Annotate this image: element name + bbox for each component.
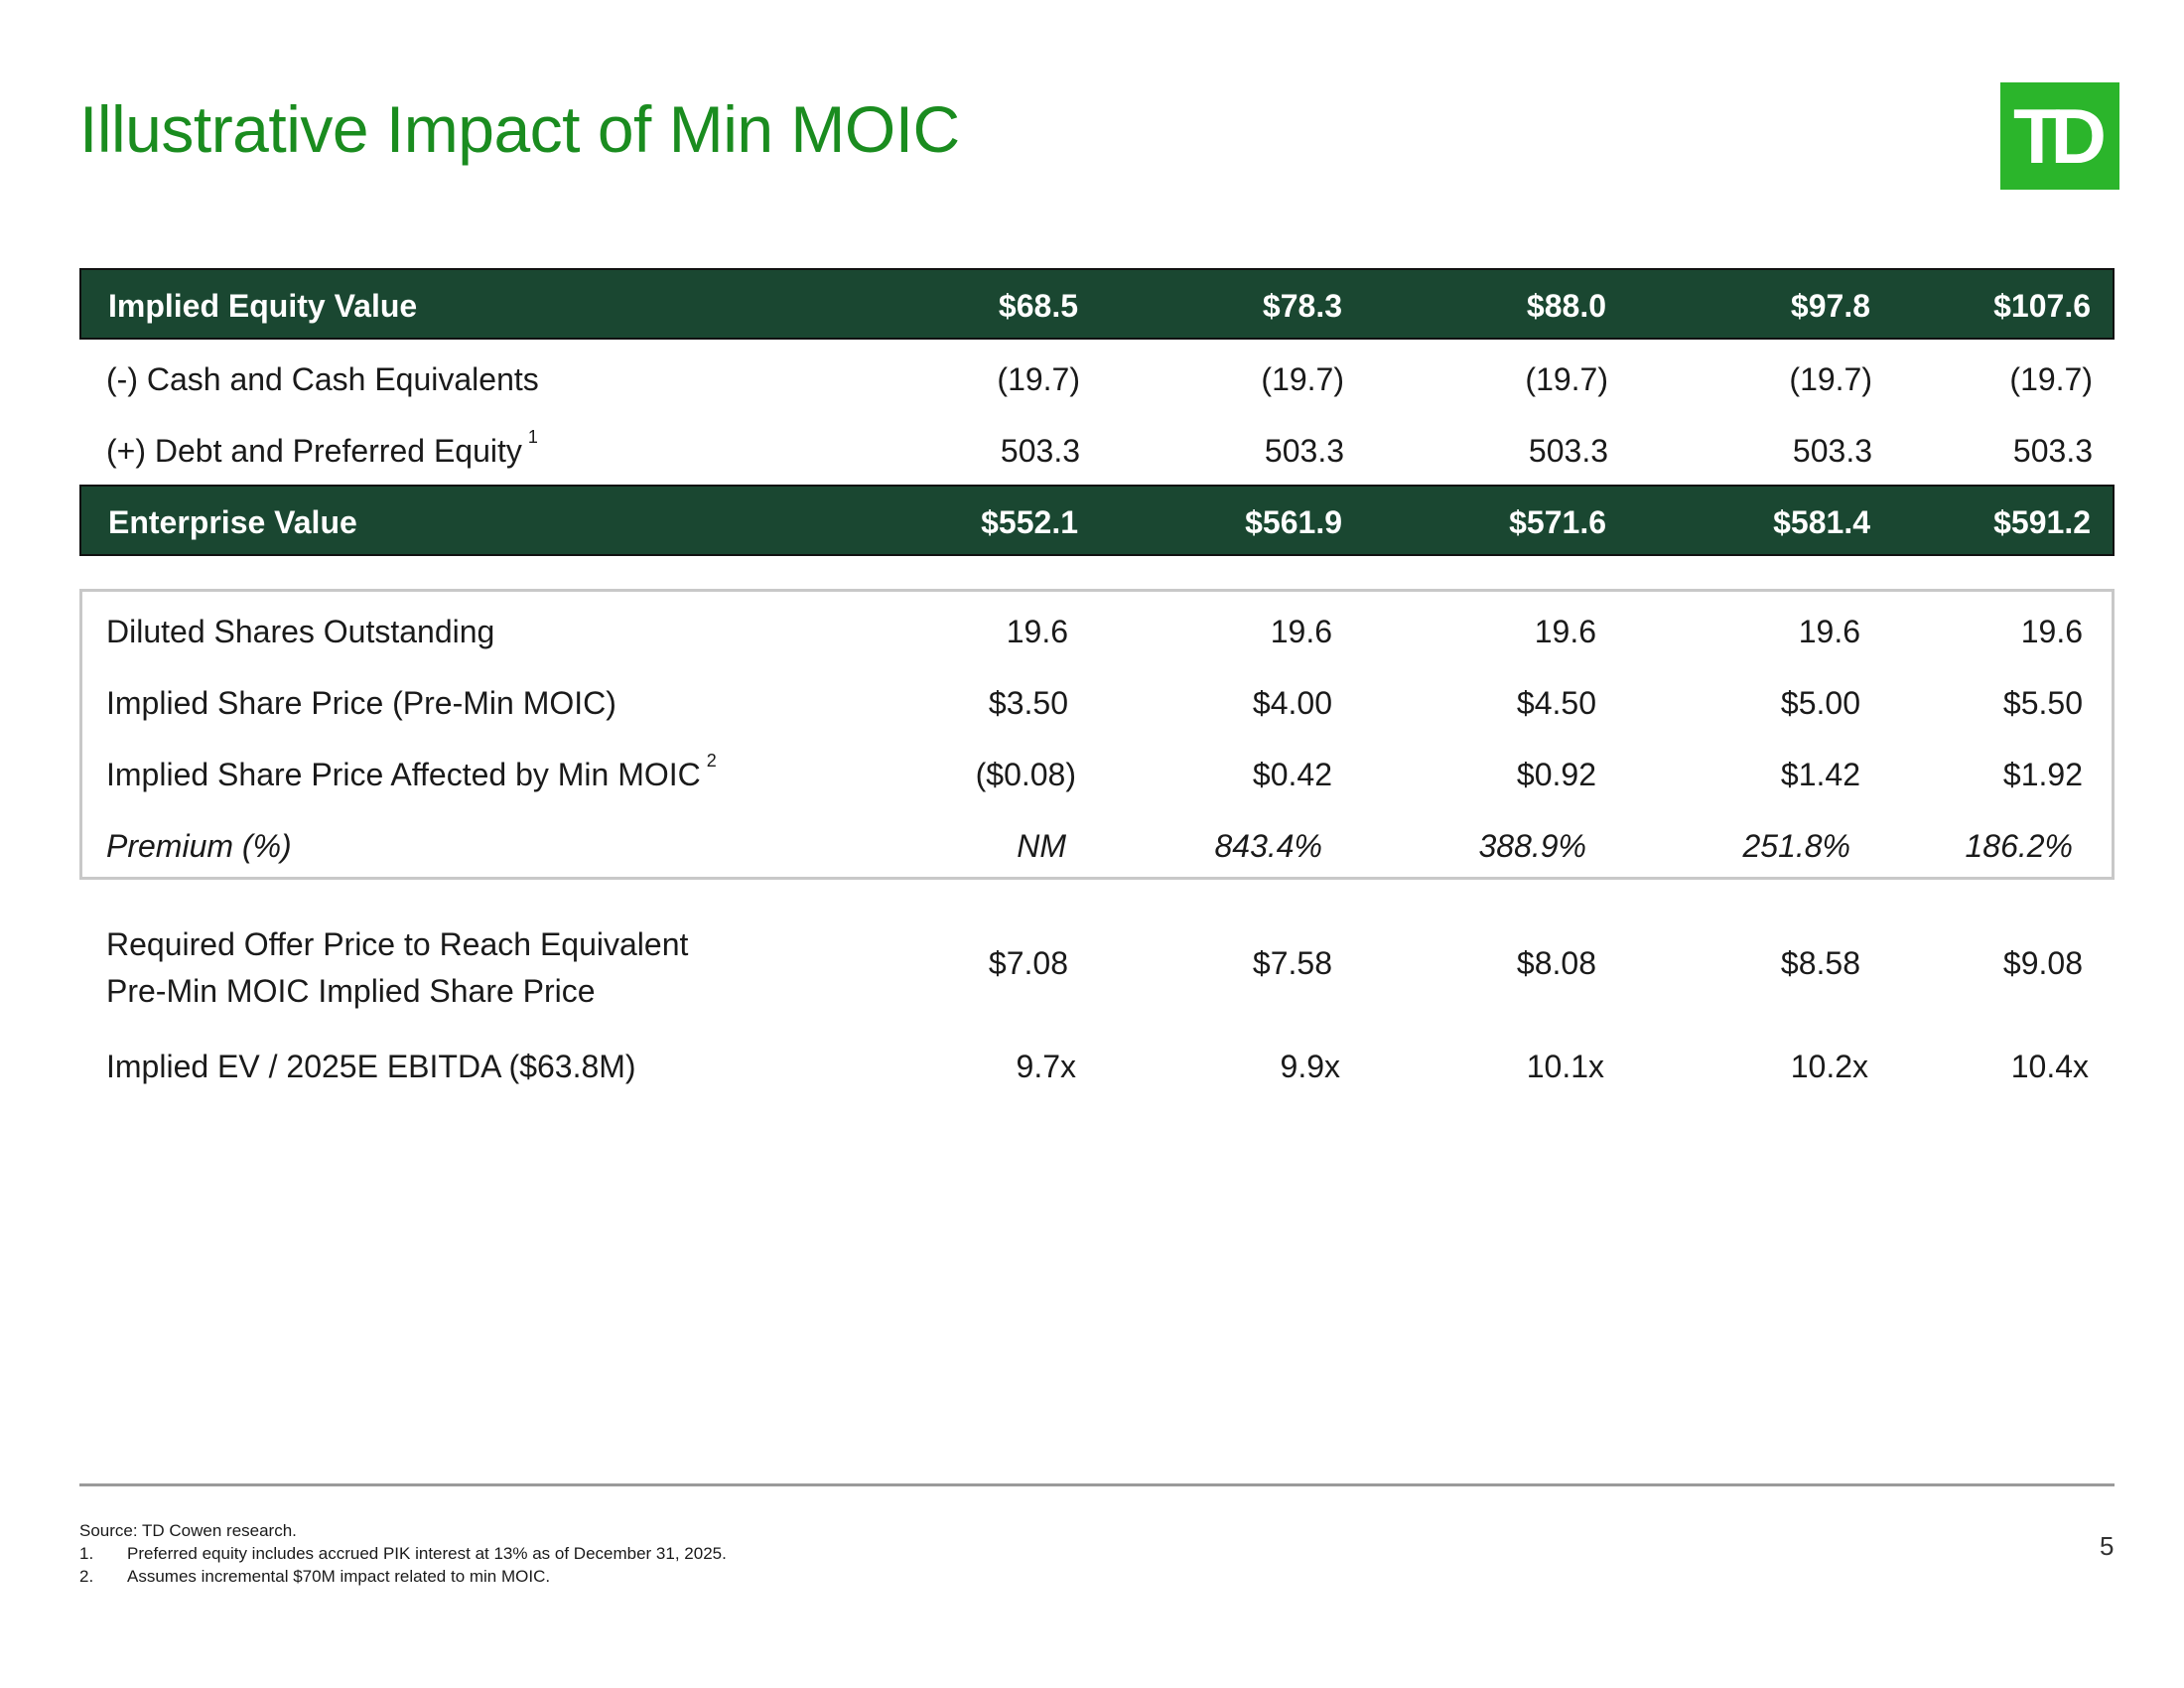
value-col-2: $0.42: [1252, 757, 1332, 792]
row-debt-preferred: [79, 413, 2115, 485]
value-col-3: (19.7): [1525, 361, 1608, 397]
footnote-number: 1.: [79, 1544, 94, 1563]
value-col-4: $97.8: [1790, 288, 1870, 324]
page-title: Illustrative Impact of Min MOIC: [79, 92, 960, 166]
row-ev-ebitda: [79, 1029, 2115, 1100]
value-col-4: (19.7): [1789, 361, 1872, 397]
value-col-4: $581.4: [1773, 504, 1870, 540]
footnote-ref: 1: [527, 427, 538, 447]
source-note: [79, 1521, 297, 1544]
value-col-2: 503.3: [1264, 433, 1344, 469]
value-col-1: (19.7): [997, 361, 1080, 397]
value-col-3: 388.9%: [1478, 828, 1586, 864]
value-col-4: 251.8%: [1742, 828, 1850, 864]
value-col-3: $8.08: [1516, 945, 1596, 981]
row-label-text: Implied Share Price Affected by Min MOIC: [106, 757, 701, 792]
value-col-3: 19.6: [1534, 614, 1596, 649]
footnotes: [79, 1521, 727, 1590]
value-col-3: $4.50: [1516, 685, 1596, 721]
footnote-text: Preferred equity includes accrued PIK interest at 13% as of December 31, 2025.: [127, 1544, 727, 1563]
page-number: 5: [2100, 1531, 2115, 1561]
value-col-2: 843.4%: [1214, 828, 1322, 864]
footnote-1: [79, 1544, 727, 1567]
value-col-3: 503.3: [1528, 433, 1608, 469]
value-col-4: 10.2x: [1790, 1049, 1868, 1084]
footer-divider: [79, 1483, 2115, 1486]
value-col-3: $571.6: [1509, 504, 1606, 540]
value-col-5: (19.7): [2009, 361, 2093, 397]
td-logo: [2000, 82, 2119, 190]
value-col-2: 9.9x: [1280, 1049, 1340, 1084]
value-col-2: $4.00: [1252, 685, 1332, 721]
value-col-1: 19.6: [1006, 614, 1068, 649]
row-cash: [79, 342, 2115, 413]
value-col-5: 10.4x: [2010, 1049, 2089, 1084]
value-col-1: 9.7x: [1016, 1049, 1076, 1084]
row-label: [106, 751, 717, 793]
row-label: [106, 921, 688, 1015]
value-col-2: (19.7): [1261, 361, 1344, 397]
value-col-5: $5.50: [2002, 685, 2083, 721]
value-col-1: $552.1: [981, 504, 1078, 540]
row-diluted-shares: [79, 594, 2115, 665]
row-label: Enterprise Value: [108, 504, 357, 540]
row-required-offer-price: [79, 914, 2115, 1013]
value-col-4: $5.00: [1780, 685, 1860, 721]
value-col-5: 19.6: [2020, 614, 2083, 649]
source-text: Source: TD Cowen research.: [79, 1521, 297, 1540]
value-col-5: $1.92: [2002, 757, 2083, 792]
value-col-3: $0.92: [1516, 757, 1596, 792]
row-label: Implied Equity Value: [108, 288, 418, 324]
row-affected-share-price: [79, 737, 2115, 808]
row-label-text: (+) Debt and Preferred Equity: [106, 433, 522, 469]
row-label: Premium (%): [106, 828, 292, 864]
value-col-1: $7.08: [988, 945, 1068, 981]
value-col-5: 186.2%: [1965, 828, 2073, 864]
value-col-1: $68.5: [998, 288, 1078, 324]
value-col-1: ($0.08): [975, 757, 1076, 792]
value-col-3: $88.0: [1526, 288, 1606, 324]
row-label: (-) Cash and Cash Equivalents: [106, 361, 539, 397]
row-label-line-1: Required Offer Price to Reach Equivalent: [106, 926, 689, 962]
row-implied-equity-value: [79, 268, 2115, 340]
row-enterprise-value: [79, 485, 2115, 556]
value-col-4: $8.58: [1780, 945, 1860, 981]
row-label: Diluted Shares Outstanding: [106, 614, 495, 649]
value-col-4: 503.3: [1792, 433, 1872, 469]
logo-text: TD: [2013, 91, 2097, 180]
value-col-5: 503.3: [2012, 433, 2093, 469]
row-label-line-2: Pre-Min MOIC Implied Share Price: [106, 973, 596, 1009]
footnote-2: [79, 1567, 551, 1590]
footnote-number: 2.: [79, 1567, 94, 1586]
value-col-1: $3.50: [988, 685, 1068, 721]
value-col-4: 19.6: [1798, 614, 1860, 649]
footnote-text: Assumes incremental $70M impact related to min MOIC.: [127, 1567, 551, 1586]
row-label: Implied Share Price (Pre-Min MOIC): [106, 685, 616, 721]
value-col-2: $561.9: [1245, 504, 1342, 540]
row-label: [106, 427, 538, 470]
value-col-2: $7.58: [1252, 945, 1332, 981]
value-col-2: 19.6: [1270, 614, 1332, 649]
value-col-5: $9.08: [2002, 945, 2083, 981]
value-col-1: NM: [1017, 828, 1066, 864]
row-label: Implied EV / 2025E EBITDA ($63.8M): [106, 1049, 636, 1084]
value-col-5: $107.6: [1993, 288, 2091, 324]
value-col-3: 10.1x: [1526, 1049, 1604, 1084]
footnote-ref: 2: [706, 751, 717, 771]
value-col-2: $78.3: [1262, 288, 1342, 324]
row-premium: [79, 808, 2115, 880]
value-col-4: $1.42: [1780, 757, 1860, 792]
row-premin-share-price: [79, 665, 2115, 737]
value-col-1: 503.3: [1000, 433, 1080, 469]
value-col-5: $591.2: [1993, 504, 2091, 540]
